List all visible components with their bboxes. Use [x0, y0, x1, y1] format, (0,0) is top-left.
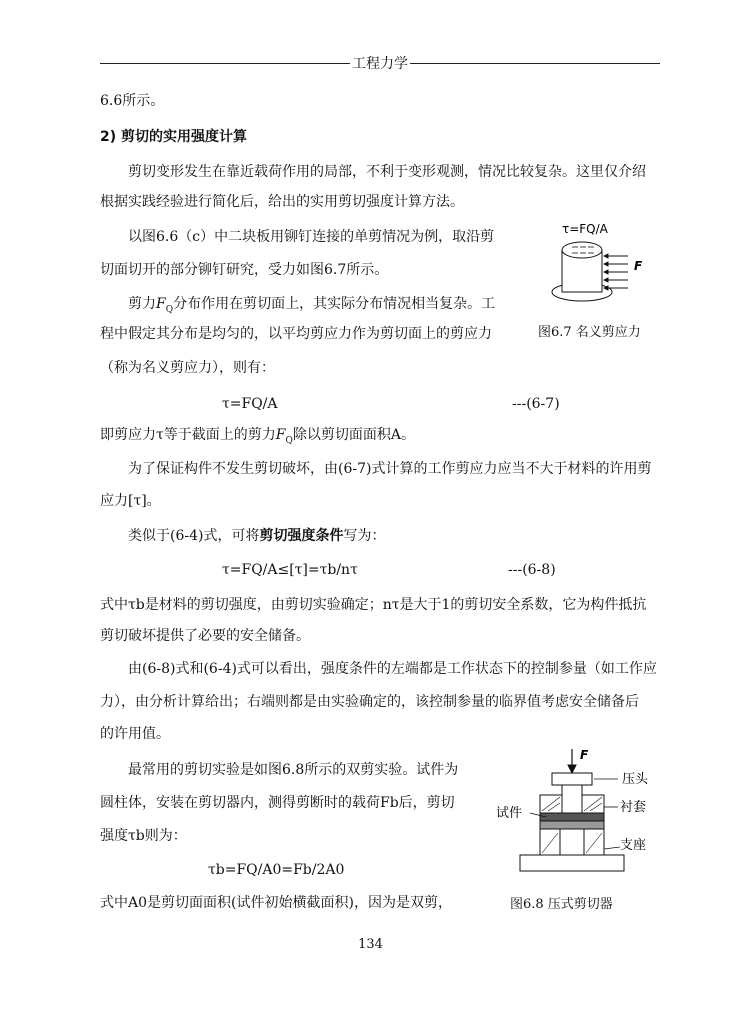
text-run: 剪力	[128, 296, 156, 312]
force-arrows	[604, 254, 628, 290]
figure-6-7	[540, 220, 690, 320]
shear-plane	[562, 242, 602, 258]
label-base: 支座	[620, 838, 647, 853]
text-line	[100, 425, 415, 451]
text-line: 切面切开的部分铆钉研究，受力如图6.7所示。	[100, 262, 389, 278]
text-line: 由(6-8)式和(6-4)式可以看出，强度条件的左端都是工作状态下的控制参量（如工作应	[128, 661, 657, 677]
page-number: 134	[358, 937, 383, 952]
specimen-lower	[540, 821, 604, 829]
text-line: 程中假定其分布是均匀的，以平均剪应力作为剪切面上的剪应力	[100, 326, 492, 342]
text-line: 最常用的剪切实验是如图6.8所示的双剪实验。试件为	[128, 762, 459, 778]
text-line: 6.6所示。	[100, 93, 165, 109]
symbol-F: F	[156, 296, 166, 312]
bold-term: 剪切强度条件	[259, 528, 344, 544]
figure-6-7-caption: 图6.7 名义剪应力	[538, 325, 641, 340]
symbol-F: F	[275, 427, 286, 443]
force-arrow-down	[568, 749, 576, 773]
fig67-formula: τ=FQ/A	[562, 222, 608, 236]
text-line: 应力[τ]。	[100, 493, 161, 509]
base-plate	[520, 855, 624, 871]
header-rule-left	[100, 63, 350, 64]
text-line: 圆柱体，安装在剪切器内，测得剪断时的载荷Fb后，剪切	[100, 795, 455, 811]
label-specimen: 试件	[496, 806, 523, 821]
subscript-Q: Q	[165, 304, 174, 315]
text-line	[128, 526, 385, 546]
equation-number: ---(6-7)	[512, 396, 560, 412]
equation-6-8: τ=FQ/A≤[τ]=τb/nτ	[222, 562, 358, 578]
text-run: 除以剪切面面积A。	[292, 427, 415, 443]
support-left	[540, 829, 560, 855]
fig68-force-label: F	[580, 748, 589, 762]
section-heading: 2) 剪切的实用强度计算	[100, 129, 248, 145]
fig67-force-label: F	[634, 259, 643, 273]
header-rule-right	[410, 63, 660, 64]
text-run: 分布作用在剪切面上，其实际分布情况相当复杂。工	[173, 296, 496, 312]
text-line: 根据实践经验进行简化后，给出的实用剪切强度计算方法。	[100, 194, 464, 210]
text-line: 式中τb是材料的剪切强度，由剪切实验确定；nτ是大于1的剪切安全系数，它为构件抵抗	[100, 597, 647, 613]
header-title: 工程力学	[352, 56, 408, 72]
text-line	[128, 294, 495, 320]
press-head-top	[552, 773, 592, 785]
support-right	[584, 829, 604, 855]
text-line: 的许用值。	[100, 726, 170, 742]
text-line: 强度τb则为：	[100, 828, 187, 844]
text-run: 写为：	[343, 528, 386, 544]
text-line: 剪切破坏提供了必要的安全储备。	[100, 628, 310, 644]
label-sleeve: 衬套	[620, 800, 647, 815]
text-line: 剪切变形发生在靠近载荷作用的局部，不利于变形观测，情况比较复杂。这里仅介绍	[128, 164, 646, 180]
equation-6-7: τ=FQ/A	[222, 396, 278, 412]
subscript-Q: Q	[285, 435, 293, 446]
text-line: 力），由分析计算给出；右端则都是由实验确定的，该控制参量的临界值考虑安全储备后	[100, 694, 639, 710]
page-header	[100, 53, 660, 73]
label-press-head: 压头	[622, 772, 649, 787]
equation-shear-strength: τb=FQ/A0=Fb/2A0	[208, 862, 345, 878]
equation-number: ---(6-8)	[508, 562, 556, 578]
figure-6-8-caption: 图6.8 压式剪切器	[510, 897, 613, 912]
specimen	[540, 813, 604, 821]
figure-6-8	[490, 745, 690, 880]
text-run: 即剪应力τ等于截面上的剪力	[100, 427, 276, 443]
text-run: 类似于(6-4)式，可将	[128, 528, 260, 544]
text-line: 以图6.6（c）中二块板用铆钉连接的单剪情况为例，取沿剪	[128, 229, 495, 245]
text-line: 为了保证构件不发生剪切破坏，由(6-7)式计算的工作剪应力应当不大于材料的许用剪	[128, 461, 652, 477]
text-line: （称为名义剪应力），则有：	[100, 360, 275, 376]
text-line: 式中A0是剪切面面积(试件初始横截面积)，因为是双剪，	[100, 895, 452, 911]
